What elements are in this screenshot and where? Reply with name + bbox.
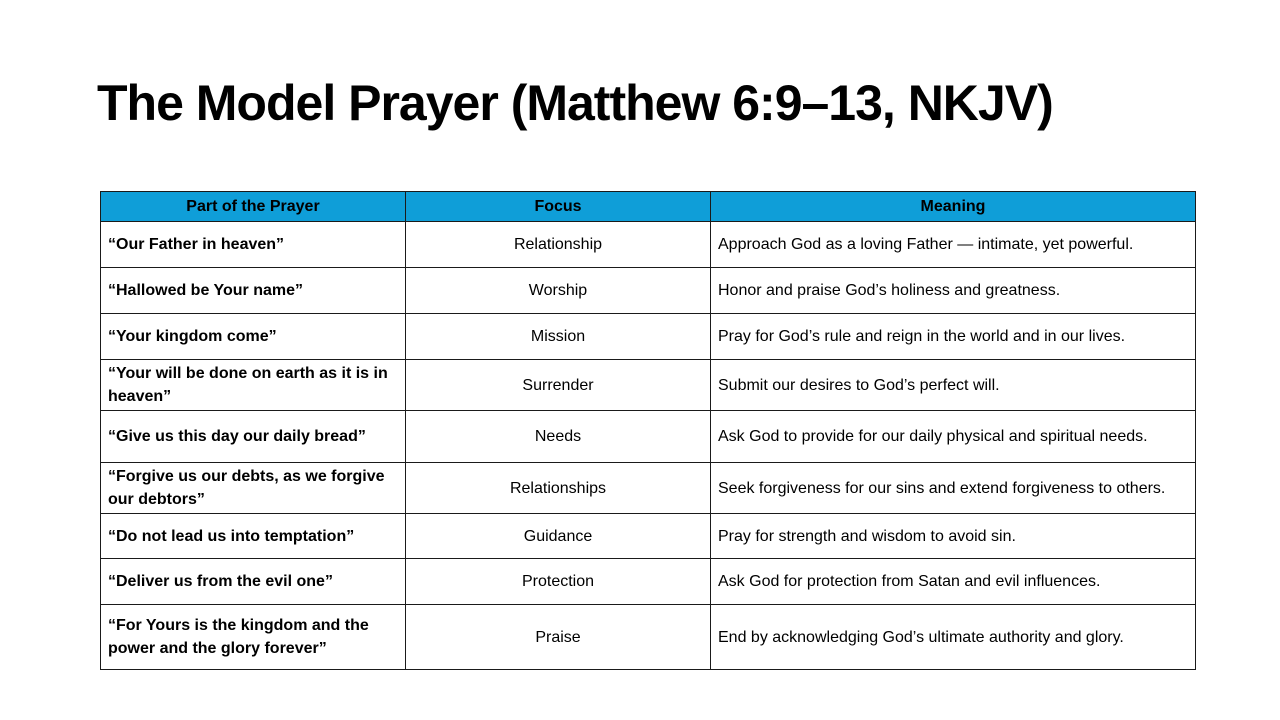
cell-meaning: Submit our desires to God’s perfect will. — [711, 360, 1196, 411]
cell-meaning: Pray for God’s rule and reign in the world and in our lives. — [711, 314, 1196, 360]
cell-part: “Give us this day our daily bread” — [101, 411, 406, 463]
cell-focus: Protection — [406, 559, 711, 605]
cell-focus: Praise — [406, 605, 711, 670]
cell-meaning: Pray for strength and wisdom to avoid sin. — [711, 514, 1196, 559]
cell-focus: Surrender — [406, 360, 711, 411]
cell-focus: Worship — [406, 268, 711, 314]
prayer-table — [100, 191, 1196, 670]
table-row — [101, 360, 1196, 411]
header-meaning: Meaning — [711, 192, 1196, 222]
table-row — [101, 559, 1196, 605]
slide-title: The Model Prayer (Matthew 6:9–13, NKJV) — [97, 75, 1053, 131]
cell-focus: Needs — [406, 411, 711, 463]
cell-part: “Hallowed be Your name” — [101, 268, 406, 314]
cell-meaning: Honor and praise God’s holiness and greatness. — [711, 268, 1196, 314]
cell-part: “Your kingdom come” — [101, 314, 406, 360]
table-row — [101, 463, 1196, 514]
table-row — [101, 514, 1196, 559]
header-part: Part of the Prayer — [101, 192, 406, 222]
cell-meaning: End by acknowledging God’s ultimate authority and glory. — [711, 605, 1196, 670]
cell-part: “Deliver us from the evil one” — [101, 559, 406, 605]
cell-focus: Guidance — [406, 514, 711, 559]
cell-part: “For Yours is the kingdom and the power and the glory forever” — [101, 605, 406, 670]
cell-meaning: Seek forgiveness for our sins and extend forgiveness to others. — [711, 463, 1196, 514]
cell-focus: Relationship — [406, 222, 711, 268]
cell-meaning: Ask God for protection from Satan and evil influences. — [711, 559, 1196, 605]
cell-part: “Our Father in heaven” — [101, 222, 406, 268]
table-row — [101, 222, 1196, 268]
cell-focus: Mission — [406, 314, 711, 360]
cell-part: “Do not lead us into temptation” — [101, 514, 406, 559]
table-row — [101, 268, 1196, 314]
cell-part: “Your will be done on earth as it is in heaven” — [101, 360, 406, 411]
cell-focus: Relationships — [406, 463, 711, 514]
table-row — [101, 605, 1196, 670]
table-row — [101, 314, 1196, 360]
table-header-row — [101, 192, 1196, 222]
header-focus: Focus — [406, 192, 711, 222]
table-row — [101, 411, 1196, 463]
cell-meaning: Approach God as a loving Father — intimate, yet powerful. — [711, 222, 1196, 268]
cell-part: “Forgive us our debts, as we forgive our debtors” — [101, 463, 406, 514]
cell-meaning: Ask God to provide for our daily physical and spiritual needs. — [711, 411, 1196, 463]
